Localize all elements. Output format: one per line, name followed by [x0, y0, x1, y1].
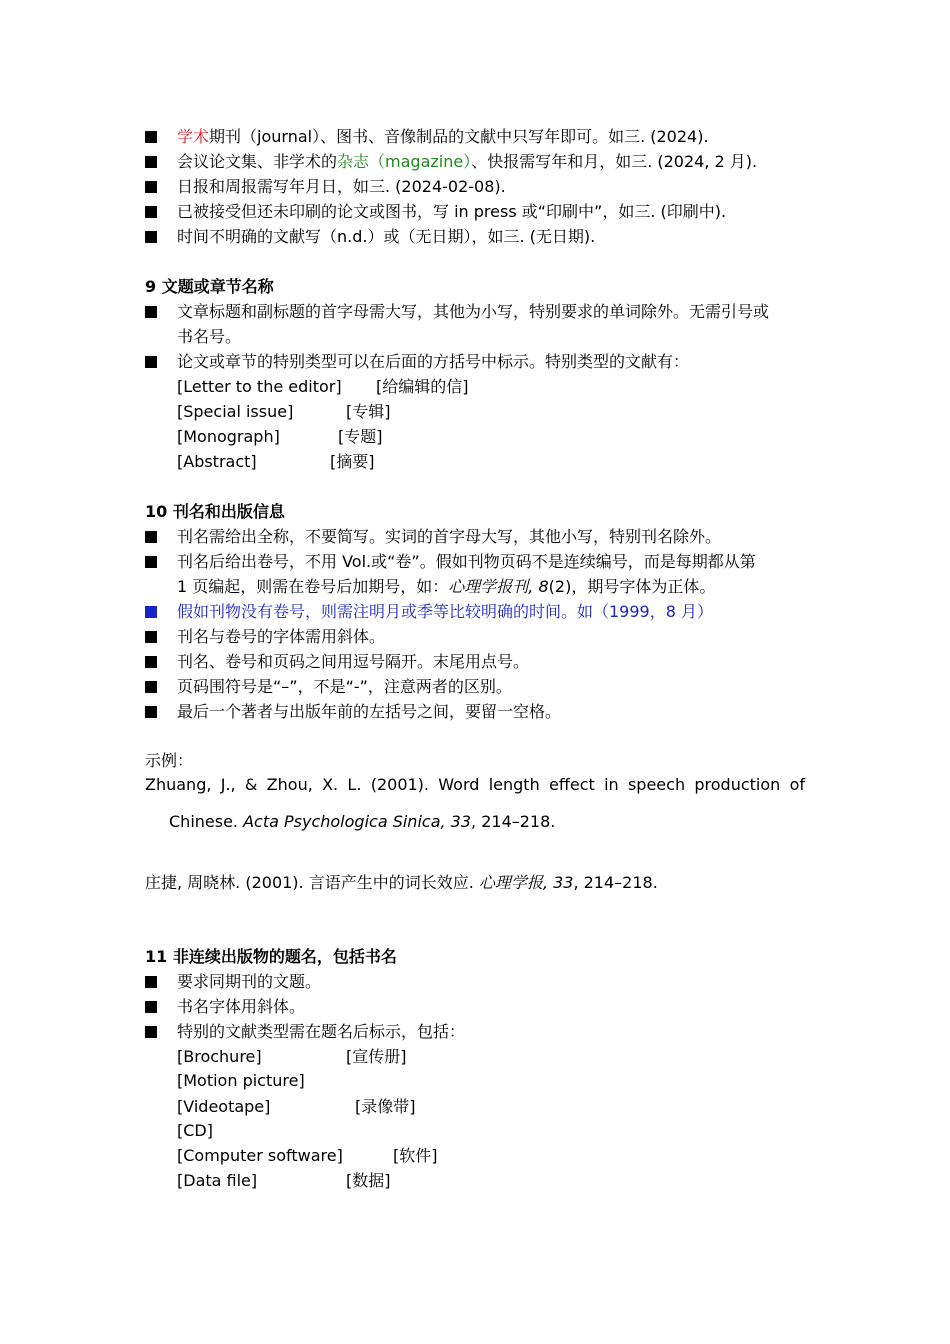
section-9-bullet-2: 论文或章节的特别类型可以在后面的方括号中标示。特别类型的文献有：	[177, 352, 690, 371]
bullet	[145, 306, 157, 318]
section-10-bullet-7: 最后一个著者与出版年前的左括号之间，要留一空格。	[177, 702, 562, 721]
bullet	[145, 976, 157, 988]
date-rule-3: 日报和周报需写年月日，如三. (2024-02-08).	[177, 177, 506, 196]
type-en: [Abstract]	[177, 452, 257, 471]
bullet	[145, 1026, 157, 1038]
type-zh: [摘要]	[330, 452, 375, 471]
section-10-bullet-4: 刊名与卷号的字体需用斜体。	[177, 627, 386, 646]
type-en: [Motion picture]	[177, 1071, 305, 1090]
section-10-bullet-6: 页码围符号是“–”，不是“-”，注意两者的区别。	[177, 677, 512, 696]
bullet	[145, 156, 157, 168]
bullet	[145, 556, 157, 568]
bullet	[145, 631, 157, 643]
section-10-bullet-2-line-1: 刊名后给出卷号，不用 Vol.或“卷”。假如刊物页码不是连续编号，而是每期都从第	[177, 552, 756, 571]
section-11-heading: 11 非连续出版物的题名，包括书名	[145, 947, 397, 966]
section-11-bullet-1: 要求同期刊的文题。	[177, 972, 322, 991]
type-zh: [给编辑的信]	[376, 377, 469, 396]
bullet	[145, 231, 157, 243]
type-en: [Special issue]	[177, 402, 294, 421]
section-9-bullet-1-line-2: 书名号。	[177, 327, 242, 346]
type-en: [Monograph]	[177, 427, 280, 446]
bullet	[145, 1001, 157, 1013]
type-zh: [录像带]	[355, 1097, 416, 1116]
example-reference-en-line-2: Chinese. Acta Psychologica Sinica, 33, 214–218.	[169, 812, 556, 831]
type-zh: [专辑]	[346, 402, 391, 421]
section-11-bullet-2: 书名字体用斜体。	[177, 997, 306, 1016]
bullet	[145, 606, 157, 618]
type-zh: [数据]	[346, 1171, 391, 1190]
bullet	[145, 706, 157, 718]
bullet	[145, 356, 157, 368]
example-label: 示例：	[145, 751, 194, 770]
bullet	[145, 531, 157, 543]
section-9-heading: 9 文题或章节名称	[145, 277, 274, 296]
example-reference-en-line-1: Zhuang, J., & Zhou, X. L. (2001). Word length effect in speech production of	[145, 775, 805, 794]
section-9-bullet-1-line-1: 文章标题和副标题的首字母需大写，其他为小写，特别要求的单词除外。无需引号或	[177, 302, 770, 321]
section-10-bullet-5: 刊名、卷号和页码之间用逗号隔开。末尾用点号。	[177, 652, 530, 671]
section-10-bullet-2-line-2: 1 页编起，则需在卷号后加期号，如：心理学报刊, 8(2)，期号字体为正体。	[177, 577, 716, 596]
type-en: [Letter to the editor]	[177, 377, 342, 396]
bullet	[145, 656, 157, 668]
type-en: [Brochure]	[177, 1047, 262, 1066]
date-rule-5: 时间不明确的文献写（n.d.）或（无日期），如三. (无日期).	[177, 227, 596, 246]
bullet	[145, 206, 157, 218]
bullet	[145, 681, 157, 693]
bullet	[145, 131, 157, 143]
section-10-bullet-3: 假如刊物没有卷号，则需注明月或季等比较明确的时间。如（1999，8 月）	[177, 602, 713, 621]
type-en: [Videotape]	[177, 1097, 271, 1116]
date-rule-2: 会议论文集、非学术的杂志（magazine）、快报需写年和月，如三. (2024, 2 月).	[177, 152, 758, 171]
section-10-heading: 10 刊名和出版信息	[145, 502, 285, 521]
type-zh: [专题]	[338, 427, 383, 446]
type-en: [Data file]	[177, 1171, 258, 1190]
type-en: [CD]	[177, 1121, 213, 1140]
date-rule-1: 学术期刊（journal）、图书、音像制品的文献中只写年即可。如三. (2024).	[177, 127, 709, 146]
type-zh: [宣传册]	[346, 1047, 407, 1066]
section-10-bullet-1: 刊名需给出全称，不要简写。实词的首字母大写，其他小写，特别刊名除外。	[177, 527, 722, 546]
example-reference-zh: 庄捷, 周晓林. (2001). 言语产生中的词长效应. 心理学报, 33, 214–218.	[145, 873, 658, 892]
section-11-bullet-3: 特别的文献类型需在题名后标示，包括：	[177, 1022, 466, 1041]
type-zh: [软件]	[393, 1146, 438, 1165]
date-rule-4: 已被接受但还未印刷的论文或图书，写 in press 或“印刷中”，如三. (印刷中).	[177, 202, 727, 221]
type-en: [Computer software]	[177, 1146, 343, 1165]
bullet	[145, 181, 157, 193]
